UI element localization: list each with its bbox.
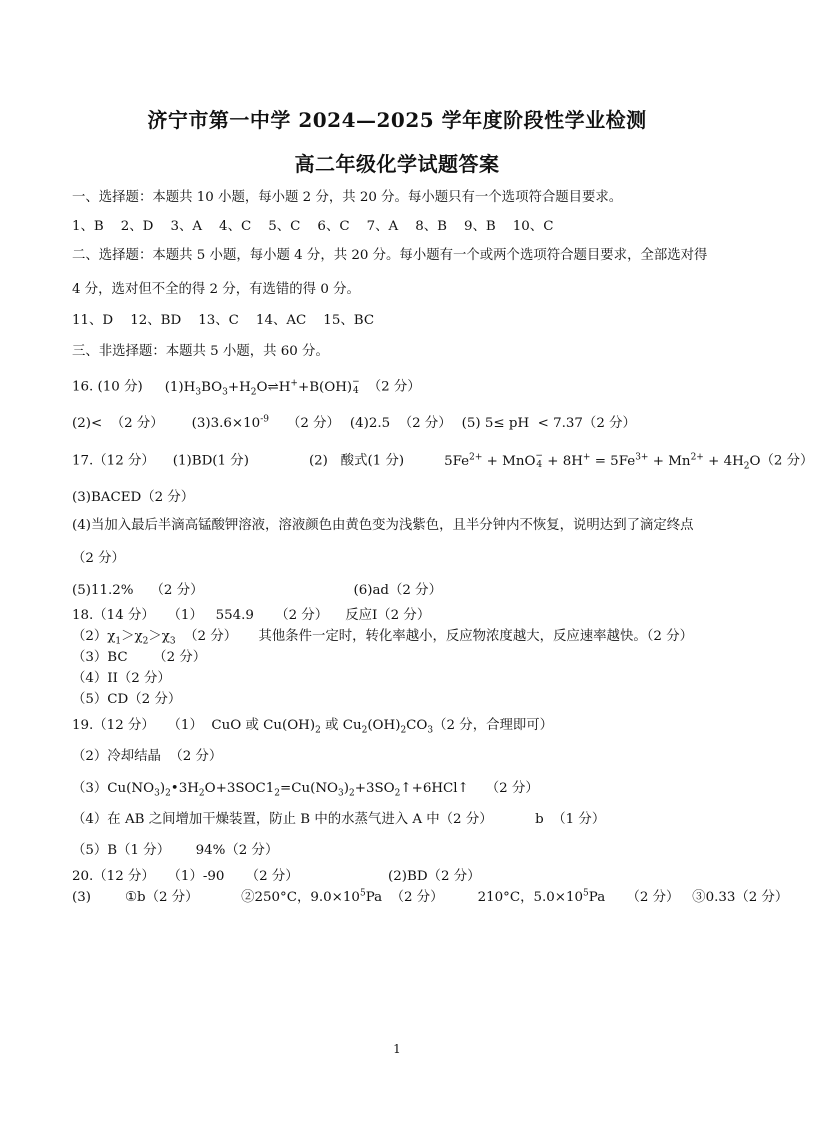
q16-part1-score: （2 分） — [367, 379, 421, 395]
section-2-heading-line1: 二、选择题：本题共 5 小题，每小题 4 分，共 20 分。每小题有一个或两个选项符合题目要求，全部选对得 — [72, 248, 708, 263]
section-3-heading: 三、非选择题：本题共 5 小题，共 60 分。 — [72, 344, 329, 359]
q17-part2: (2) 酸式(1 分) — [308, 453, 405, 469]
q16-line2 — [72, 415, 636, 433]
q17-part3: (3)BACED（2 分） — [72, 490, 195, 505]
q18-line5: （5）CD（2 分） — [72, 692, 182, 707]
q17-part5: (5)11.2% （2 分） — [72, 583, 204, 598]
q16-part4: (4)2.5 （2 分） — [349, 416, 452, 431]
section-2-answers: 11、D 12、BD 13、C 14、AC 15、BC — [72, 313, 375, 328]
q18-line4: （4）II（2 分） — [72, 671, 171, 686]
q18-line1: 18.（14 分） （1） 554.9 （2 分） 反应I（2 分） — [72, 608, 431, 623]
q18-line3: （3）BC （2 分） — [72, 650, 207, 665]
q19-line5: （5）B（1 分） 94%（2 分） — [72, 843, 279, 858]
section-2-heading-line2: 4 分，选对但不全的得 2 分，有选错的得 0 分。 — [72, 282, 360, 297]
q16-part5: (5) 5≤ pH < 7.37（2 分） — [461, 416, 636, 431]
q17-part6: (6)ad（2 分） — [353, 583, 442, 598]
section-1-heading: 一、选择题：本题共 10 小题，每小题 2 分，共 20 分。每小题只有一个选项符合题目要求。 — [72, 190, 623, 205]
q19-line4: （4）在 AB 之间增加干燥装置，防止 B 中的水蒸气进入 A 中（2 分） b （1 分） — [72, 812, 606, 827]
q16-line1 — [72, 378, 421, 397]
q16-part3: $(3)3.6\times 10^{-9}$ — [191, 414, 269, 431]
q17-equation-score: （2 分） — [760, 453, 813, 469]
q17-line1 — [72, 452, 813, 471]
q19-line1: 19.（12 分） （1） CuO 或 $Cu(OH)_2$ 或 $Cu_2(OH)_2CO_3(2$ 分，合理即可） — [72, 718, 554, 736]
q17-equation: $5Fe^{2+} + MnO-$ $4 + 8H^+ = 5Fe^{3+} + Mn^{2+} + 4H_2O$ — [444, 451, 761, 472]
q17-label: 17.（12 分） — [72, 453, 155, 469]
q18-line2: $(2)\chi_1>\chi_2>\chi_3$ （2 分） 其他条件一定时，转化率越小，反应物浓度越大，反应速率越快。（2 分） — [72, 629, 693, 647]
q16-part3-score: （2 分） — [286, 416, 340, 431]
q16-part1: $(1)H_3BO_3+H_2O\rightleftharpoons H^++B(OH)-$ 4 — [164, 377, 360, 398]
q19-line3: $(3)Cu(NO_3)_2•3H_2O+3SOC1_2=Cu(NO_3)_2+3SO_2↑+6HCl↑$ （2 分） — [72, 781, 539, 799]
document-title: 济宁市第一中学 2024—2025 学年度阶段性学业检测 — [147, 108, 647, 132]
document-subtitle: 高二年级化学试题答案 — [294, 152, 500, 176]
q17-part1: (1)BD(1 分) — [172, 453, 249, 469]
q19-line2: （2）冷却结晶 （2 分） — [72, 749, 223, 764]
q17-part4-score: （2 分） — [72, 551, 125, 566]
page-number: 1 — [393, 1042, 401, 1056]
q20-line1: 20.（12 分） （1）-90 （2 分） (2)BD（2 分） — [72, 869, 481, 884]
q17-part4: (4)当加入最后半滴高锰酸钾溶液，溶液颜色由黄色变为浅紫色，且半分钟内不恢复，说明达到了滴定终点 — [72, 518, 694, 533]
q16-label: 16. (10 分) — [72, 379, 143, 395]
section-1-answers: 1、B 2、D 3、A 4、C 5、C 6、C 7、A 8、B 9、B 10、C — [72, 219, 554, 234]
q17-line5 — [72, 582, 442, 600]
q20-line2: (3) ①b（2 分） ②250°C，$9.0\times 10^5Pa$ （2 分） 210°C，$5.0\times 10^5Pa$ （2 分） ③0.33（2 分） — [72, 888, 789, 905]
q16-part2: (2)< （2 分） — [72, 416, 164, 431]
